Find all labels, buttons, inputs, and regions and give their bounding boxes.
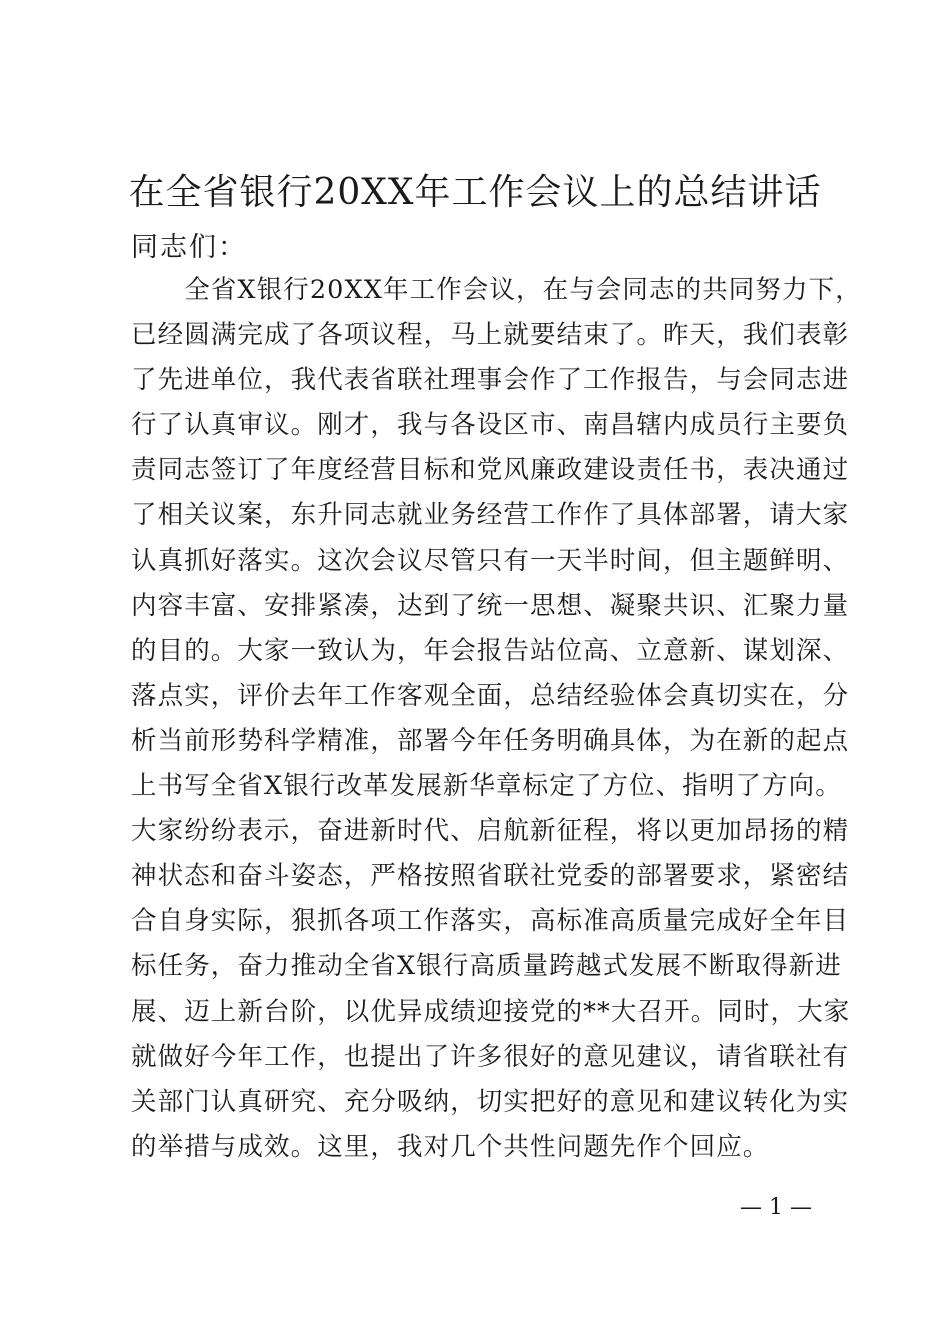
text-line: 上书写全省X银行改革发展新华章标定了方位、指明了方向。 [131, 771, 842, 802]
text-line: 析当前形势科学精准，部署今年任务明确具体，为在新的起点 [131, 725, 850, 756]
page-number: — 1 — [740, 1195, 812, 1220]
text-line: 大家纷纷表示，奋进新时代、启航新征程，将以更加昂扬的精 [131, 816, 850, 847]
body-paragraph [131, 268, 862, 1170]
text-line: 了先进单位，我代表省联社理事会作了工作报告，与会同志进 [131, 365, 850, 396]
text-line: 内容丰富、安排紧凑，达到了统一思想、凝聚共识、汇聚力量 [131, 590, 850, 621]
text-line: 的举措与成效。这里，我对几个共性问题先作个回应。 [131, 1131, 770, 1162]
text-line: 落点实，评价去年工作客观全面，总结经验体会真切实在，分 [131, 680, 850, 711]
text-line: 责同志签订了年度经营目标和党风廉政建设责任书，表决通过 [131, 455, 850, 486]
text-line: 标任务，奋力推动全省X银行高质量跨越式发展不断取得新进 [131, 951, 842, 982]
text-line: 神状态和奋斗姿态，严格按照省联社党委的部署要求，紧密结 [131, 861, 850, 892]
text-line: 展、迈上新台阶，以优异成绩迎接党的**大召开。同时，大家 [131, 996, 851, 1027]
text-line: 的目的。大家一致认为，年会报告站位高、立意新、谋划深、 [131, 635, 850, 666]
text-line: 合自身实际，狠抓各项工作落实，高标准高质量完成好全年目 [131, 906, 850, 937]
salutation: 同志们： [131, 232, 247, 263]
document-title: 在全省银行20XX年工作会议上的总结讲话 [128, 172, 822, 213]
text-line: 全省X银行20XX年工作会议，在与会同志的共同努力下， [131, 275, 862, 305]
text-line: 认真抓好落实。这次会议尽管只有一天半时间，但主题鲜明、 [131, 545, 850, 576]
text-line: 了相关议案，东升同志就业务经营工作作了具体部署，请大家 [131, 500, 850, 531]
text-line: 就做好今年工作，也提出了许多很好的意见建议，请省联社有 [131, 1041, 850, 1072]
text-line: 行了认真审议。刚才，我与各设区市、南昌辖内成员行主要负 [131, 410, 850, 441]
text-line: 关部门认真研究、充分吸纳，切实把好的意见和建议转化为实 [131, 1086, 850, 1117]
text-line: 已经圆满完成了各项议程，马上就要结束了。昨天，我们表彰 [131, 320, 850, 351]
